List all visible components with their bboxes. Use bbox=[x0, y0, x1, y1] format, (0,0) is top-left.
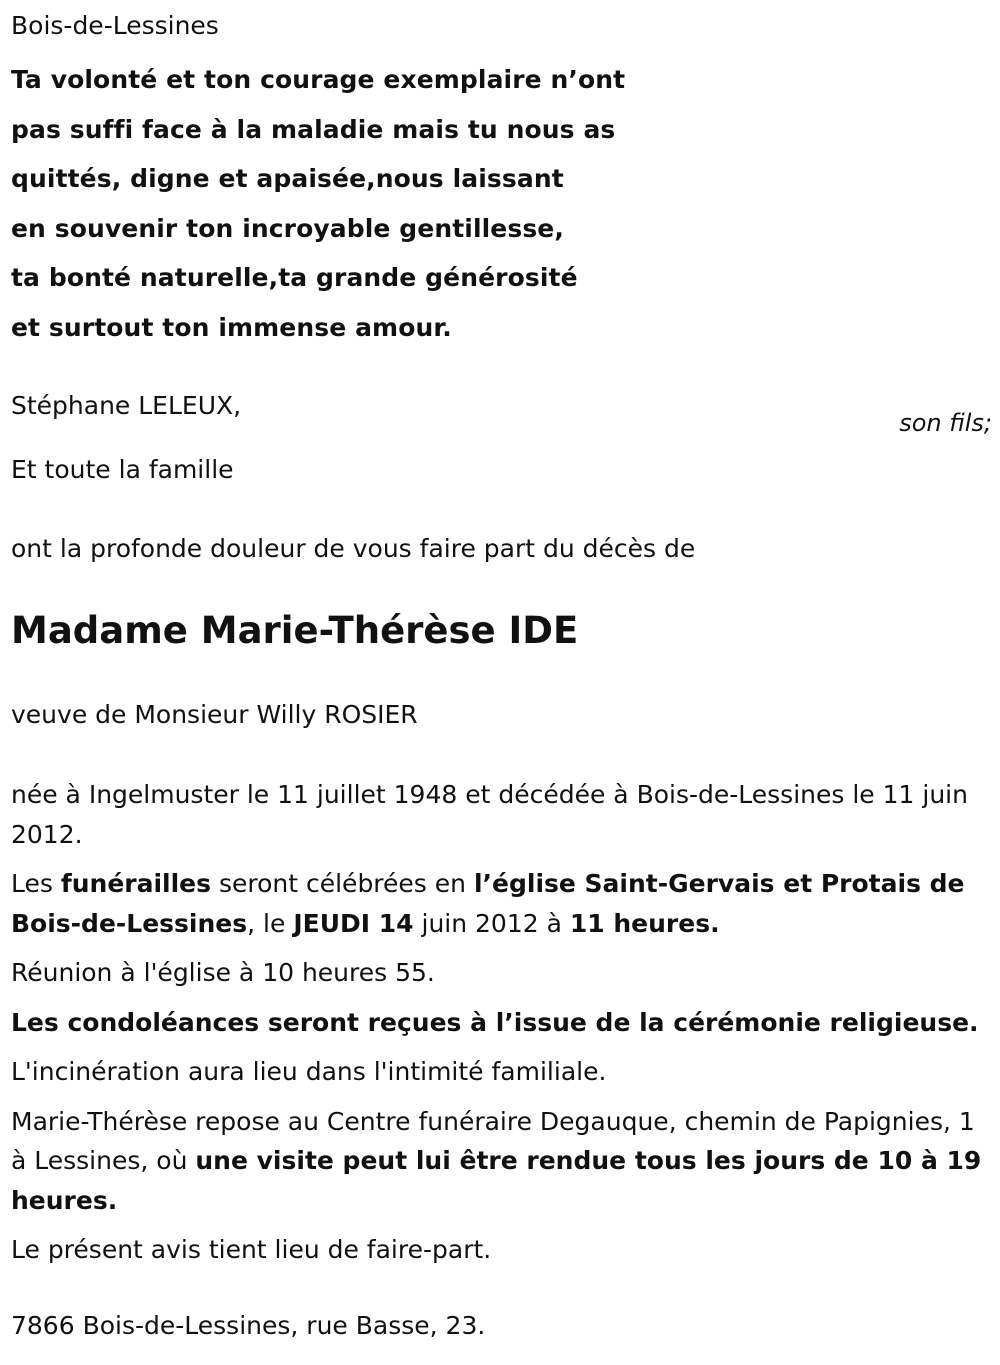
funeral-highlight: 11 heures. bbox=[569, 908, 720, 938]
cremation-paragraph: L'incinération aura lieu dans l'intimité familiale. bbox=[11, 1057, 607, 1086]
announcement-text: ont la profonde douleur de vous faire part du décès de bbox=[11, 534, 696, 563]
signer-role: son fils; bbox=[899, 409, 992, 437]
funeral-text: seront célébrées en bbox=[211, 869, 474, 898]
meeting-paragraph: Réunion à l'église à 10 heures 55. bbox=[11, 958, 435, 987]
funeral-paragraph bbox=[11, 864, 991, 943]
funeral-text: , le bbox=[247, 908, 294, 938]
place-heading: Bois-de-Lessines bbox=[11, 11, 219, 40]
funeral-highlight: JEUDI 14 bbox=[293, 908, 414, 938]
poem-line: en souvenir ton incroyable gentillesse, bbox=[11, 213, 564, 243]
rest-paragraph bbox=[11, 1102, 991, 1221]
funeral-highlight: funérailles bbox=[60, 869, 212, 898]
birth-death-paragraph: née à Ingelmuster le 11 juillet 1948 et décédée à Bois-de-Lessines le 11 juin 2012. bbox=[11, 780, 968, 849]
poem-line: pas suffi face à la maladie mais tu nous as bbox=[11, 114, 616, 144]
signers-block bbox=[11, 387, 991, 490]
condolences-paragraph: Les condoléances seront reçues à l’issue de la cérémonie religieuse. bbox=[11, 1007, 979, 1037]
poem-block bbox=[11, 55, 991, 352]
obituary-notice bbox=[11, 0, 991, 1355]
signer-name: Stéphane LELEUX, bbox=[11, 391, 242, 420]
rest-text: Marie-Thérèse repose au Centre funéraire Degauque, chemin de Papignies, 1 à Lessines, où bbox=[11, 1106, 975, 1175]
notice-paragraph: Le présent avis tient lieu de faire-part. bbox=[11, 1235, 492, 1264]
poem-line: Ta volonté et ton courage exemplaire n’ont bbox=[11, 65, 626, 94]
funeral-text: juin 2012 à bbox=[413, 908, 570, 938]
poem-line: quittés, digne et apaisée,nous laissant bbox=[11, 164, 564, 193]
funeral-highlight: l’église Saint-Gervais et Protais de Bois-de-Lessines bbox=[11, 869, 965, 938]
address-line: 7866 Bois-de-Lessines, rue Basse, 23. bbox=[11, 1310, 486, 1340]
funeral-text: Les bbox=[11, 869, 61, 898]
deceased-name: Madame Marie-Thérèse IDE bbox=[11, 609, 579, 652]
family-line: Et toute la famille bbox=[11, 455, 234, 484]
rest-highlight: une visite peut lui être rendue tous les jours de 10 à 19 heures. bbox=[11, 1146, 982, 1215]
widow-line: veuve de Monsieur Willy ROSIER bbox=[11, 700, 418, 729]
poem-line: et surtout ton immense amour. bbox=[11, 312, 452, 342]
poem-line: ta bonté naturelle,ta grande générosité bbox=[11, 263, 578, 292]
